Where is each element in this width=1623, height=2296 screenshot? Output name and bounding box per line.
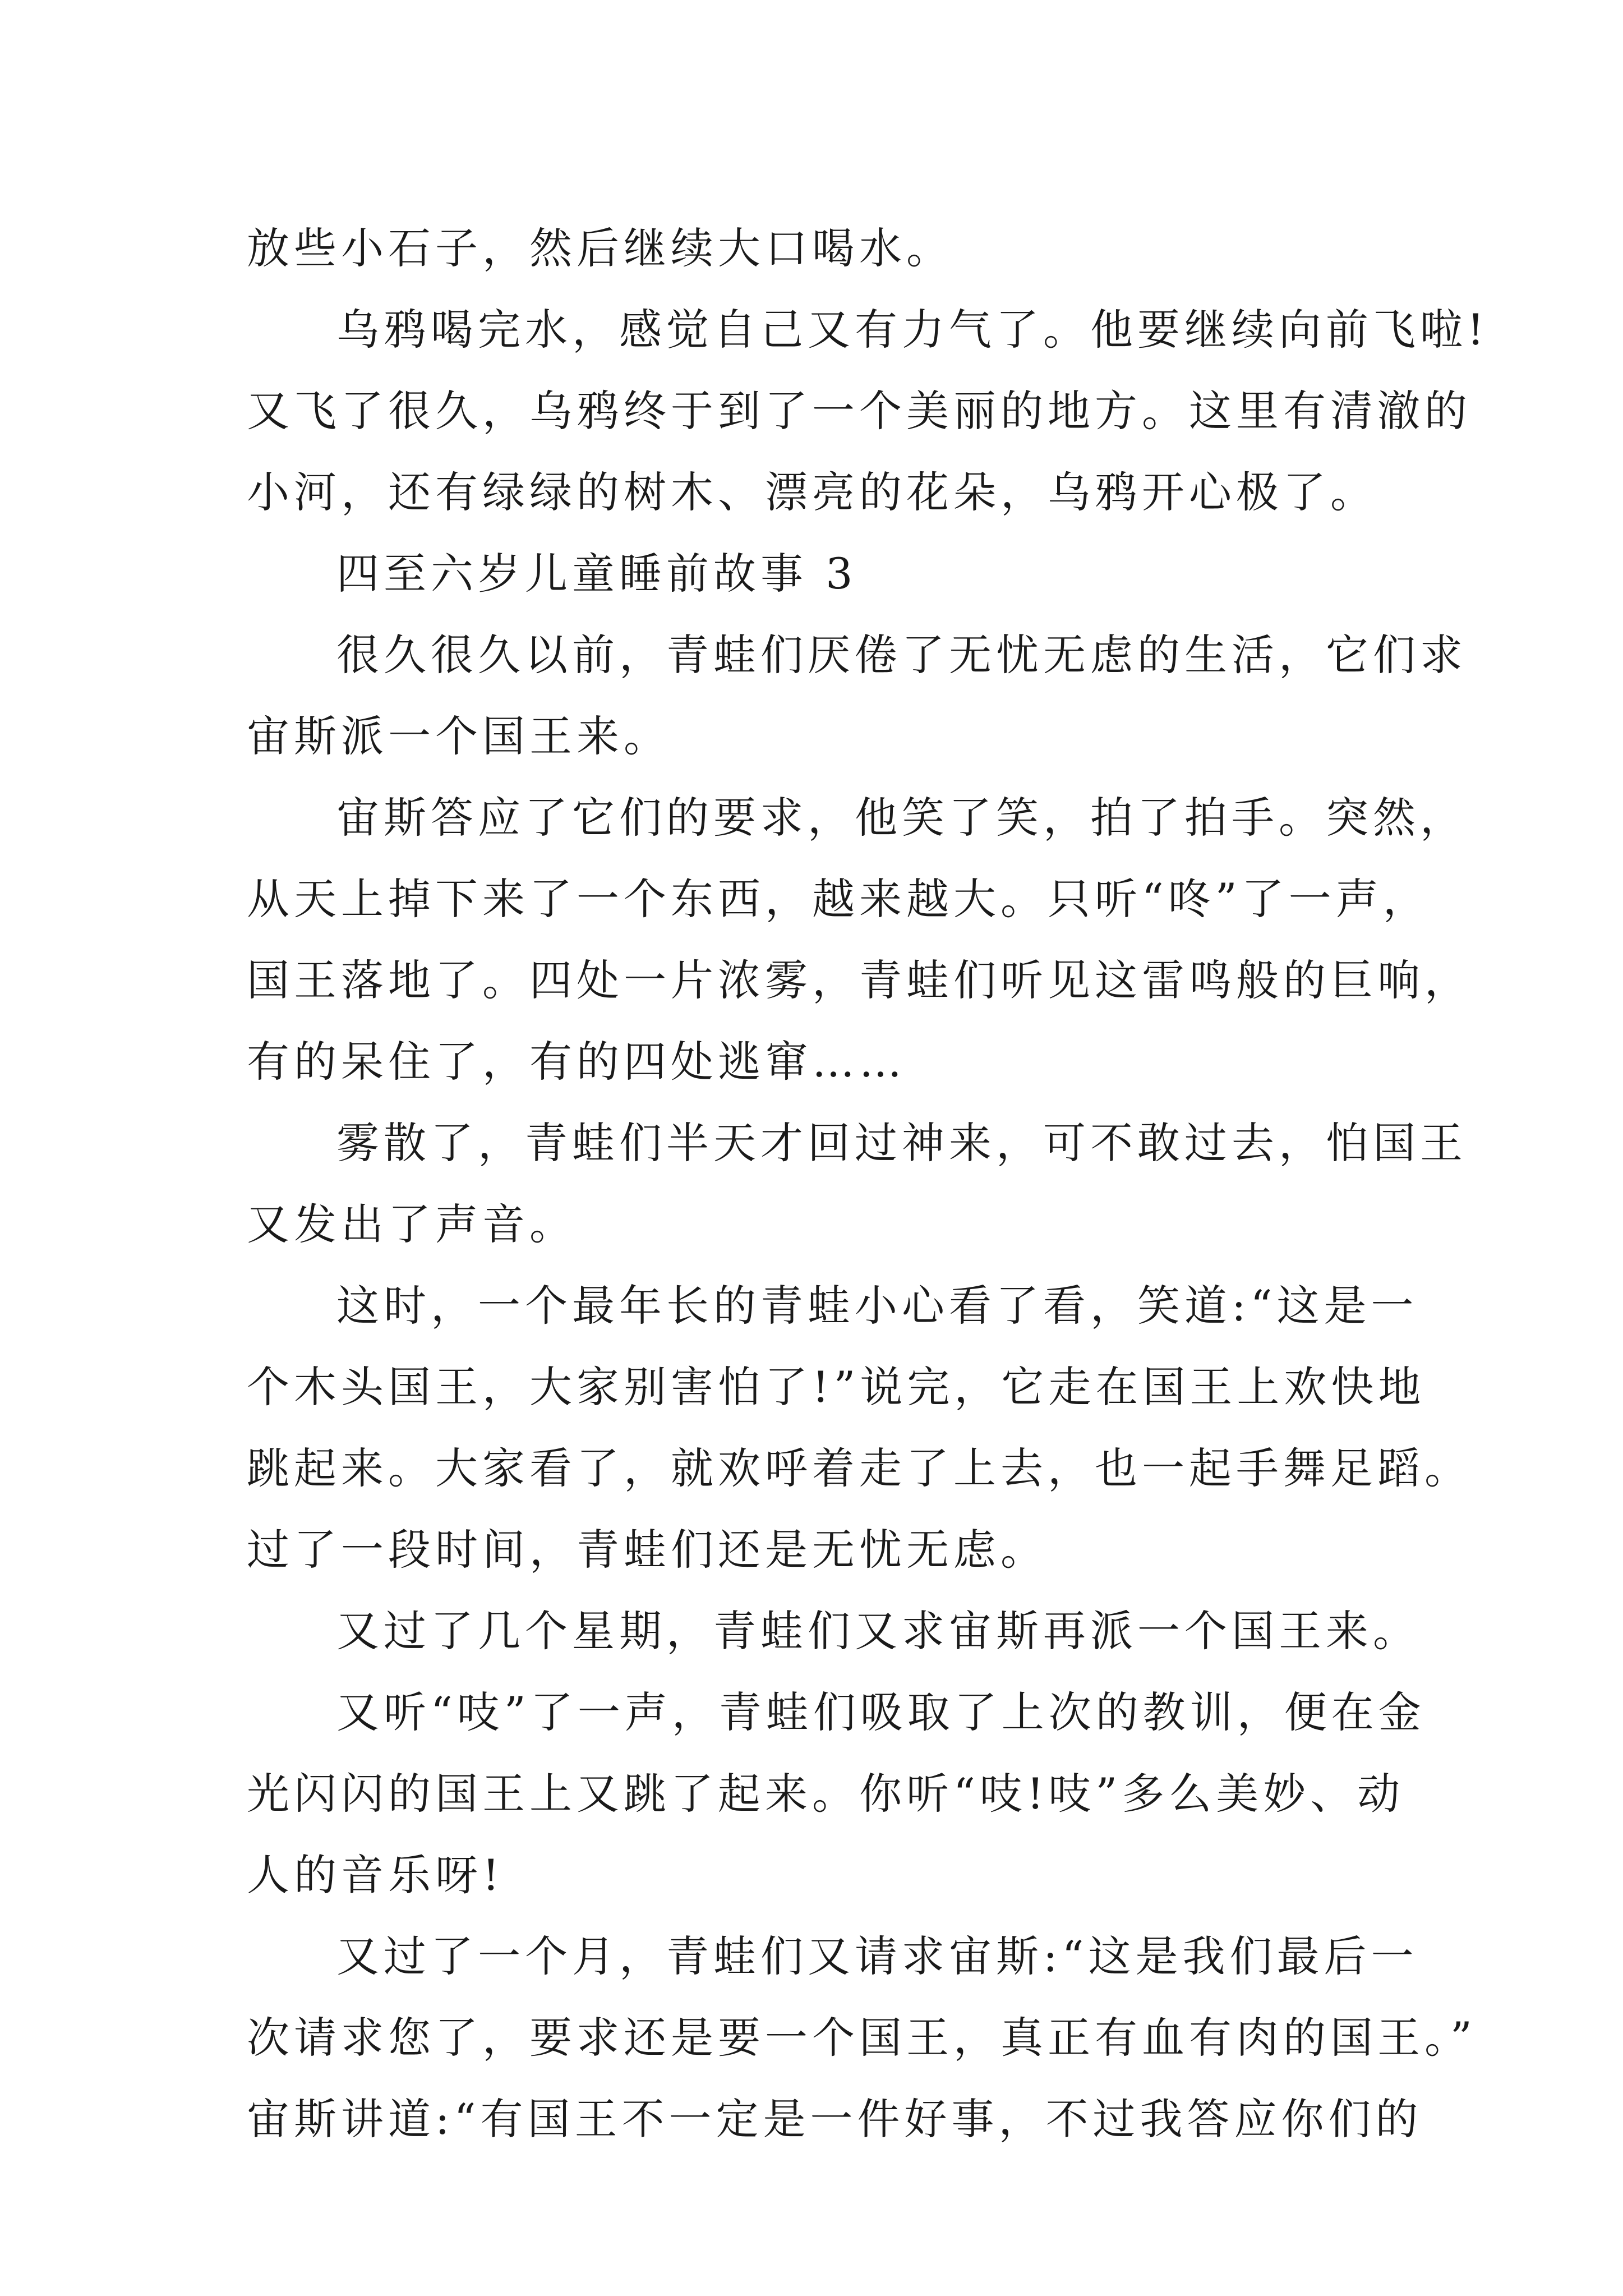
text-line: 放些小石子，然后继续大口喝水。	[247, 223, 953, 273]
paragraph-start-line: 雾散了，青蛙们半天才回过神来，可不敢过去，怕国王	[336, 1118, 1467, 1168]
paragraph-start-line: 很久很久以前，青蛙们厌倦了无忧无虑的生活，它们求	[336, 630, 1467, 680]
paragraph-start-line: 又听“吱”了一声，青蛙们吸取了上次的教训，便在金	[336, 1687, 1426, 1737]
text-line: 人的音乐呀!	[247, 1850, 504, 1900]
text-line: 又飞了很久，乌鸦终于到了一个美丽的地方。这里有清澈的	[247, 386, 1472, 436]
text-line: 过了一段时间，青蛙们还是无忧无虑。	[247, 1525, 1048, 1575]
text-line: 有的呆住了，有的四处逃窜……	[247, 1037, 906, 1087]
text-line: 个木头国王，大家别害怕了!”说完，它走在国王上欢快地	[247, 1362, 1426, 1412]
text-line: 次请求您了，要求还是要一个国王，真正有血有肉的国王。”	[247, 2013, 1477, 2063]
text-line: 又发出了声音。	[247, 1199, 577, 1249]
paragraph-start-line: 又过了一个月，青蛙们又请求宙斯:“这是我们最后一	[336, 1931, 1418, 1981]
text-line: 跳起来。大家看了，就欢呼着走了上去，也一起手舞足蹈。	[247, 1443, 1472, 1493]
paragraph-start-line: 乌鸦喝完水，感觉自己又有力气了。他要继续向前飞啦!	[336, 305, 1489, 355]
text-line: 宙斯讲道:“有国王不一定是一件好事，不过我答应你们的	[247, 2094, 1423, 2144]
paragraph-start-line: 这时，一个最年长的青蛙小心看了看，笑道:“这是一	[336, 1281, 1418, 1331]
text-line: 国王落地了。四处一片浓雾，青蛙们听见这雷鸣般的巨响，	[247, 955, 1472, 1005]
paragraph-start-line: 宙斯答应了它们的要求，他笑了笑，拍了拍手。突然，	[336, 793, 1467, 843]
text-line: 从天上掉下来了一个东西，越来越大。只听“咚”了一声，	[247, 874, 1430, 924]
text-line: 宙斯派一个国王来。	[247, 711, 671, 761]
text-line: 光闪闪的国王上又跳了起来。你听“吱!吱”多么美妙、动	[247, 1769, 1405, 1819]
paragraph-start-line: 又过了几个星期，青蛙们又求宙斯再派一个国王来。	[336, 1606, 1420, 1656]
section-heading: 四至六岁儿童睡前故事 3	[336, 549, 857, 599]
story-text	[247, 208, 1489, 2160]
text-line: 小河，还有绿绿的树木、漂亮的花朵，乌鸦开心极了。	[247, 467, 1377, 517]
